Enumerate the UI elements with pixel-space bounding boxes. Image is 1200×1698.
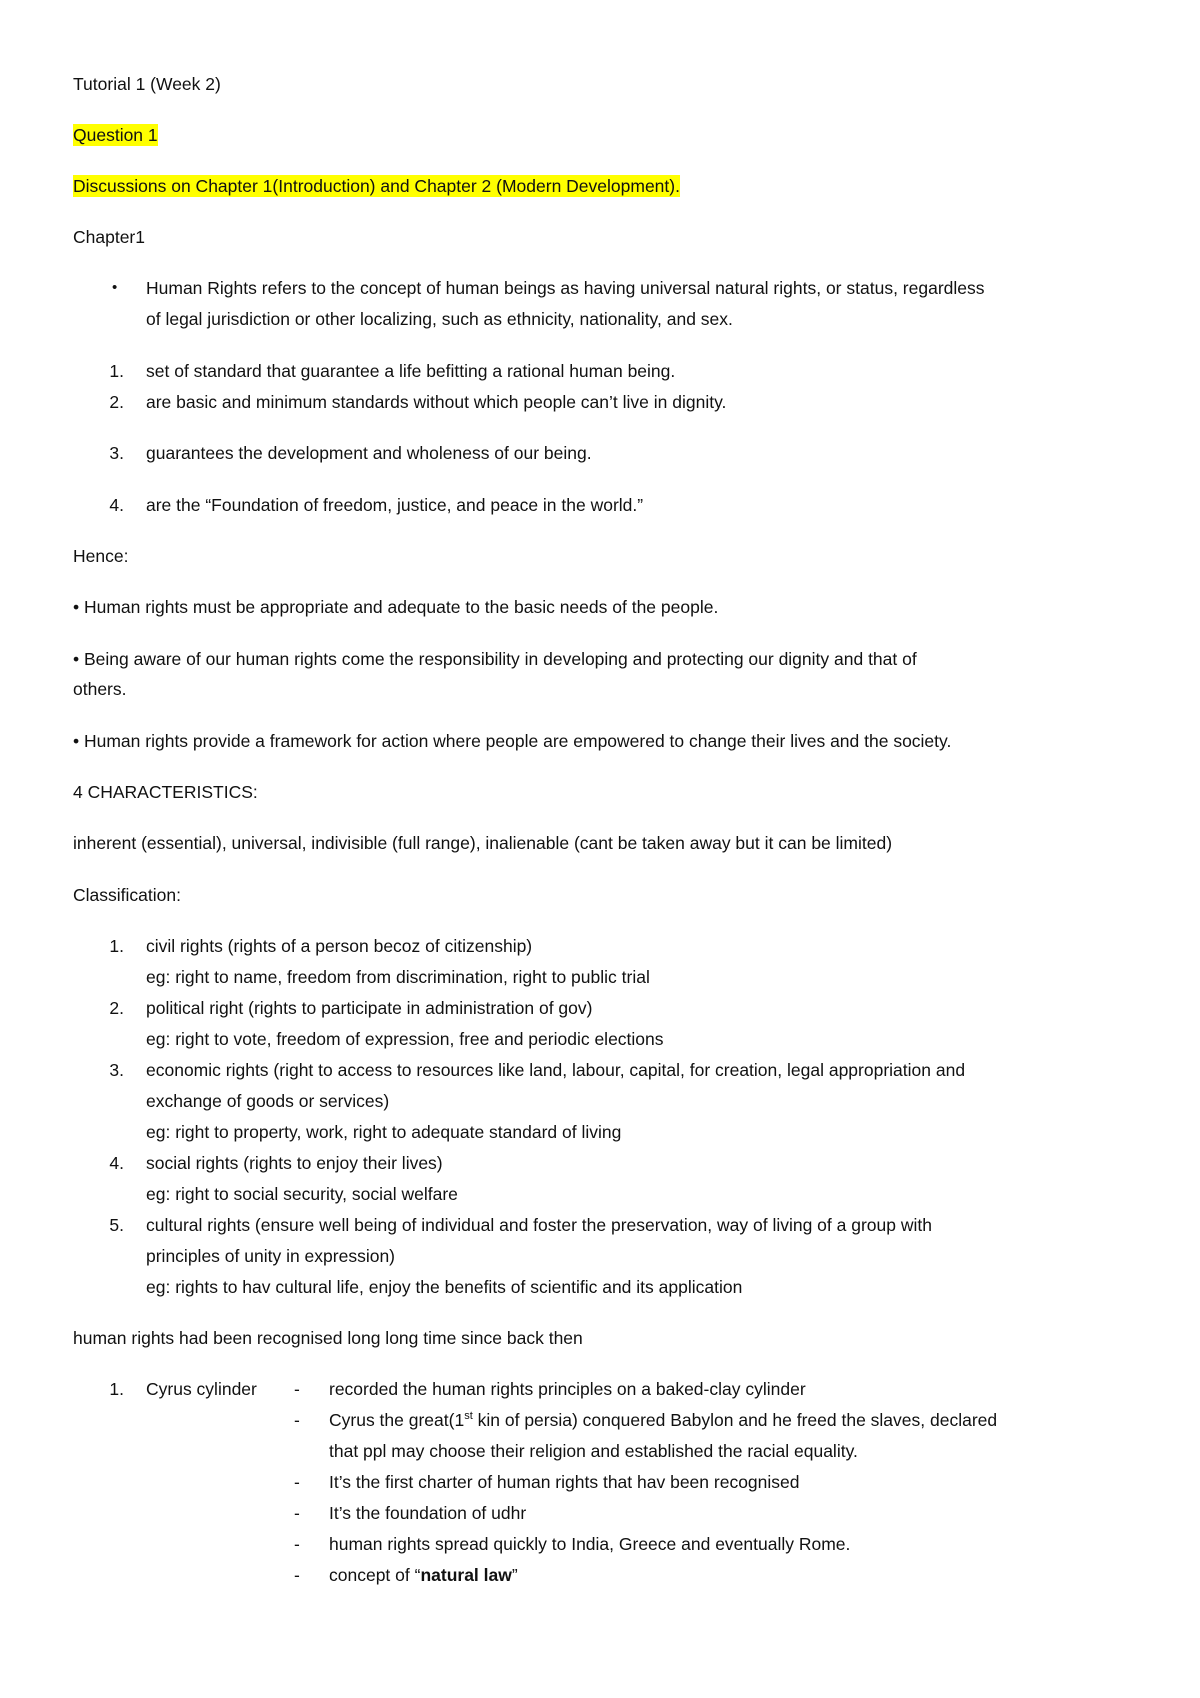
hence-item-1: • Human rights must be appropriate and adequate to the basic needs of the people. [73,597,719,617]
class-3-line-2: exchange of goods or services) [146,1091,390,1111]
class-4-line-1: social rights (rights to enjoy their lives) [146,1153,443,1173]
def-text-2: are basic and minimum standards without which people can’t live in dignity. [146,392,727,412]
cyrus-number: 1. [109,1379,124,1399]
cyrus-point-6-pre: concept of “ [329,1565,421,1585]
question-heading [73,127,158,145]
def-number-2: 2. [109,392,124,412]
question-label: Question 1 [73,125,158,145]
intro-bullet: • [112,279,118,296]
class-number-5: 5. [109,1215,124,1235]
cyrus-point-5: human rights spread quickly to India, Greece and eventually Rome. [329,1534,851,1554]
def-number-3: 3. [109,443,124,463]
cyrus-dash-5: - [294,1534,300,1554]
class-number-1: 1. [109,936,124,956]
cyrus-point-2-sup: st [464,1410,473,1423]
discussion-heading [73,178,680,196]
hence-item-3: • Human rights provide a framework for action where people are empowered to change their lives and the society. [73,731,952,751]
cyrus-dash-4: - [294,1503,300,1523]
cyrus-point-3: It’s the first charter of human rights that hav been recognised [329,1472,800,1492]
document-title: Tutorial 1 (Week 2) [73,74,221,94]
class-2-line-1: political right (rights to participate in administration of gov) [146,998,593,1018]
class-5-line-2: principles of unity in expression) [146,1246,396,1266]
classification-heading: Classification: [73,885,181,905]
hence-item-2: • Being aware of our human rights come the responsibility in developing and protecting our dignity and that of [73,649,917,669]
cyrus-label: Cyrus cylinder [146,1379,257,1399]
history-line: human rights had been recognised long long time since back then [73,1328,583,1348]
def-number-4: 4. [109,495,124,515]
characteristics-text: inherent (essential), universal, indivisible (full range), inalienable (cant be taken away but it can be limited) [73,833,893,853]
class-2-line-2: eg: right to vote, freedom of expression, free and periodic elections [146,1029,664,1049]
cyrus-dash-3: - [294,1472,300,1492]
characteristics-heading: 4 CHARACTERISTICS: [73,782,258,802]
class-4-line-2: eg: right to social security, social welfare [146,1184,458,1204]
hence-heading: Hence: [73,546,129,566]
class-5-line-1: cultural rights (ensure well being of individual and foster the preservation, way of living of a group with [146,1215,932,1235]
intro-line-1: Human Rights refers to the concept of human beings as having universal natural rights, or status, regardless [146,278,985,298]
cyrus-dash-2: - [294,1410,300,1430]
class-number-3: 3. [109,1060,124,1080]
class-number-4: 4. [109,1153,124,1173]
natural-law-term: natural law [420,1565,512,1585]
cyrus-point-2-pre: Cyrus the great(1 [329,1410,465,1430]
cyrus-point-4: It’s the foundation of udhr [329,1503,527,1523]
def-text-4: are the “Foundation of freedom, justice, and peace in the world.” [146,495,644,515]
def-text-3: guarantees the development and wholeness of our being. [146,443,592,463]
class-3-line-1: economic rights (right to access to resources like land, labour, capital, for creation, legal appropriation and [146,1060,966,1080]
class-1-line-1: civil rights (rights of a person becoz of citizenship) [146,936,533,956]
intro-line-2: of legal jurisdiction or other localizing, such as ethnicity, nationality, and sex. [146,309,733,329]
class-1-line-2: eg: right to name, freedom from discrimination, right to public trial [146,967,650,987]
hence-item-2-cont: others. [73,679,127,699]
def-text-1: set of standard that guarantee a life befitting a rational human being. [146,361,676,381]
cyrus-point-2-cont: that ppl may choose their religion and established the racial equality. [329,1441,858,1461]
class-3-line-3: eg: right to property, work, right to adequate standard of living [146,1122,622,1142]
cyrus-point-2-post: kin of persia) conquered Babylon and he freed the slaves, declared [472,1410,998,1430]
cyrus-point-6 [329,1567,518,1585]
cyrus-dash-1: - [294,1379,300,1399]
cyrus-point-1: recorded the human rights principles on a baked-clay cylinder [329,1379,806,1399]
chapter-heading: Chapter1 [73,227,145,247]
discussion-label: Discussions on Chapter 1(Introduction) and Chapter 2 (Modern Development). [73,176,680,196]
def-number-1: 1. [109,361,124,381]
cyrus-point-2 [329,1412,997,1430]
class-5-line-3: eg: rights to hav cultural life, enjoy the benefits of scientific and its application [146,1277,743,1297]
class-number-2: 2. [109,998,124,1018]
cyrus-dash-6: - [294,1565,300,1585]
cyrus-point-6-post: ” [511,1565,518,1585]
